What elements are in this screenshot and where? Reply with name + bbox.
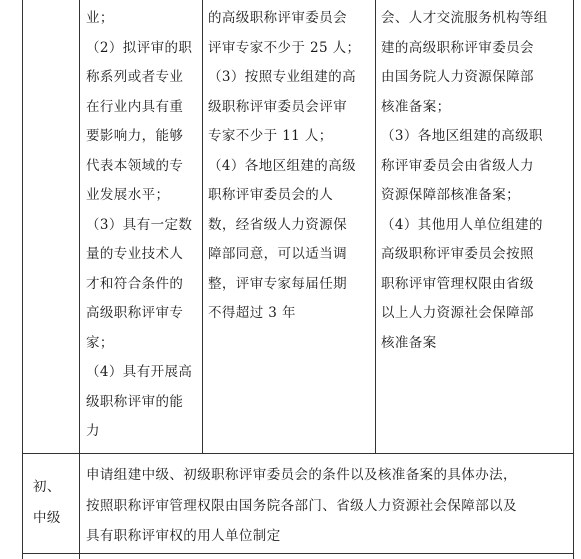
- table-right-border: [573, 0, 574, 559]
- criteria-line: 在行业内具有重: [86, 98, 184, 115]
- approval-line: 建的高级职称评审委员会: [381, 39, 534, 56]
- expert-count-line: （3）按照专业组建的高: [208, 69, 356, 85]
- column-divider-3: [375, 0, 376, 454]
- expert-count-line: 职称评审委员会的人: [208, 187, 334, 203]
- approval-line: 核准备案: [381, 334, 437, 351]
- criteria-line: （3）具有一定数: [86, 216, 193, 233]
- approval-line: 职称评审管理权限由省级: [381, 275, 534, 292]
- criteria-line: 称系列或者专业: [86, 69, 184, 85]
- expert-count-line: 整，评审专家每届任期: [208, 275, 347, 292]
- table-bottom-border: [22, 553, 574, 554]
- expert-count-line: 评审专家不少于 25 人；: [208, 39, 361, 56]
- mid-junior-content-line: 申请组建中级、初级职称评审委员会的条件以及核准备案的具体办法，: [86, 467, 517, 483]
- expert-count-cell: [208, 4, 360, 329]
- expert-count-line: 专家不少于 11 人；: [208, 128, 333, 144]
- approval-cell: [381, 4, 548, 358]
- expert-count-line: 数，经省级人力资源保: [208, 216, 347, 233]
- mid-junior-content-line: 具有职称评审权的用人单位制定: [86, 528, 281, 544]
- approval-line: 以上人力资源社会保障部: [381, 305, 534, 321]
- expert-count-line: 障部同意，可以适当调: [208, 246, 347, 262]
- criteria-line: 要影响力，能够: [86, 128, 184, 144]
- expert-count-line: （4）各地区组建的高级: [208, 157, 356, 174]
- level-label-line: 中级: [33, 510, 61, 526]
- expert-count-line: 不得超过 3 年: [208, 305, 296, 321]
- criteria-line: 量的专业技术人: [86, 246, 184, 262]
- criteria-line: 级职称评审的能: [86, 393, 184, 410]
- approval-line: 由国务院人力资源保障部: [381, 69, 534, 85]
- criteria-line: （4）具有开展高: [86, 364, 193, 380]
- approval-line: 称评审委员会由省级人力: [381, 157, 534, 174]
- approval-line: 会、人才交流服务机构等组: [381, 10, 548, 26]
- criteria-cell: [86, 4, 192, 447]
- expert-count-line: 级职称评审委员会评审: [208, 98, 347, 115]
- criteria-line: 业；: [86, 10, 114, 26]
- criteria-line: 力: [86, 423, 100, 439]
- approval-line: （4）其他用人单位组建的: [381, 216, 543, 233]
- criteria-line: 业发展水平；: [86, 187, 170, 203]
- approval-line: （3）各地区组建的高级职: [381, 128, 543, 144]
- approval-line: 高级职称评审委员会按照: [381, 246, 534, 262]
- mid-junior-content-cell: [86, 460, 517, 552]
- table-left-border: [22, 0, 23, 559]
- mid-junior-content-line: 按照职称评审管理权限由国务院各部门、省级人力资源社会保障部以及: [86, 497, 517, 514]
- criteria-line: 才和符合条件的: [86, 275, 184, 292]
- row-divider: [22, 453, 574, 454]
- column-divider-label: [79, 0, 80, 559]
- approval-line: 核准备案；: [381, 98, 451, 115]
- level-label-line: 初、: [33, 479, 61, 495]
- column-divider-2: [202, 0, 203, 454]
- level-label-cell: [33, 472, 61, 534]
- criteria-line: 高级职称评审专: [86, 305, 184, 321]
- criteria-line: 家；: [86, 334, 114, 351]
- criteria-line: （2）拟评审的职: [86, 39, 193, 56]
- expert-count-line: 的高级职称评审委员会: [208, 10, 347, 26]
- approval-line: 资源保障部核准备案；: [381, 187, 520, 203]
- criteria-line: 代表本领域的专: [86, 157, 184, 174]
